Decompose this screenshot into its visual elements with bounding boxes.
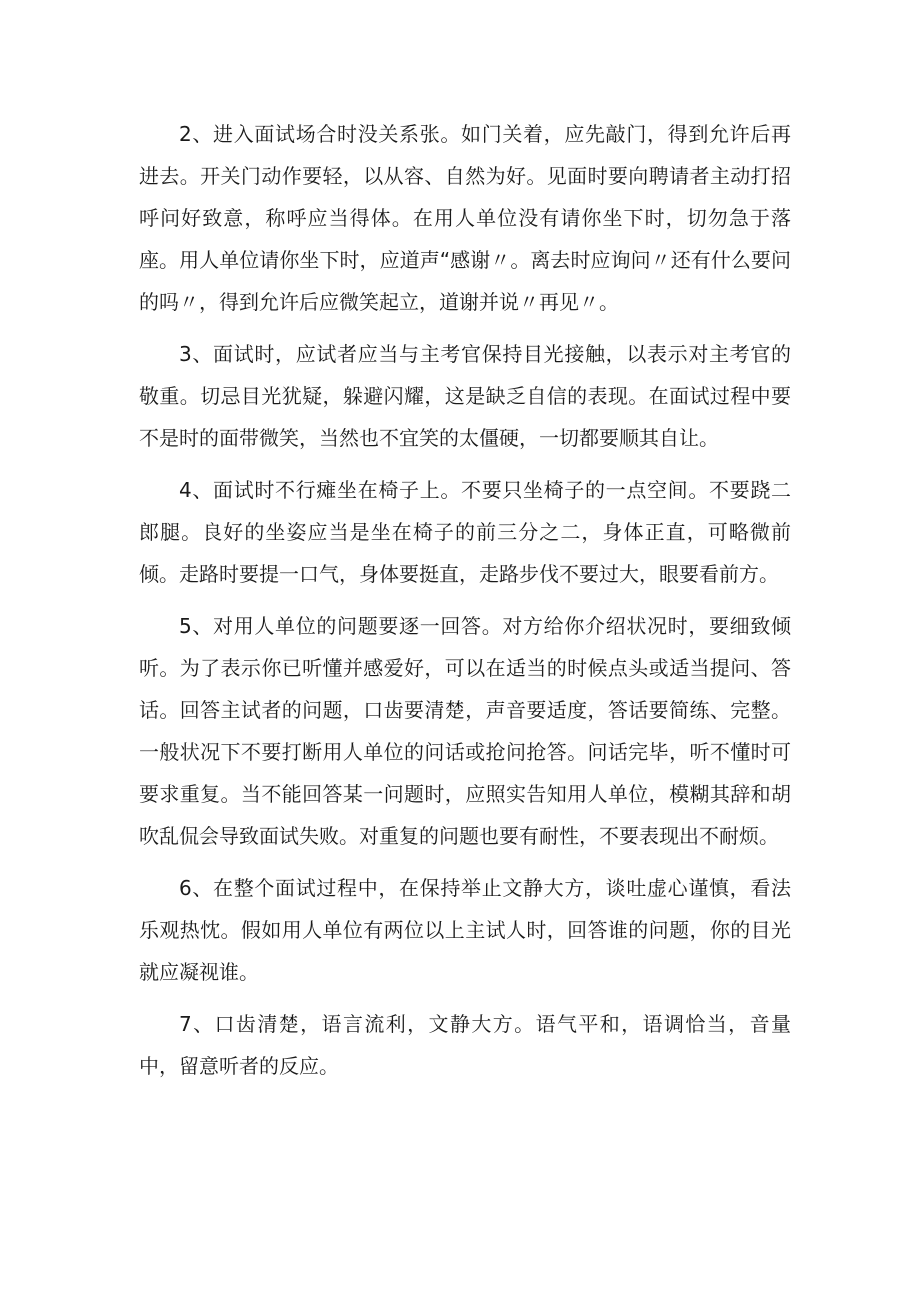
paragraph-item-7: 7、口齿清楚，语言流利，文静大方。语气平和，语调恰当，音量中，留意听者的反应。: [139, 1012, 791, 1078]
paragraph-item-2: 2、进入面试场合时没关系张。如门关着，应先敲门，得到允许后再进去。开关门动作要轻，以从容、自然为好。见面时要向聘请者主动打招呼问好致意，称呼应当得体。在用人单位没有请你坐下时，切勿急于落座。用人单位请你坐下时，应道声“感谢〃。离去时应询问〃还有什么要问的吗〃，得到允许后应微笑起立，道谢并说〃再见〃。: [139, 122, 791, 314]
document-body: [139, 113, 791, 1097]
paragraph-item-6: 6、在整个面试过程中，在保持举止文静大方，谈吐虚心谨慎，看法乐观热忱。假如用人单位有两位以上主试人时，回答谁的问题，你的目光就应凝视谁。: [139, 876, 791, 984]
paragraph-item-3: 3、面试时，应试者应当与主考官保持目光接触，以表示对主考官的敬重。切忌目光犹疑，躲避闪耀，这是缺乏自信的表现。在面试过程中要不是时的面带微笑，当然也不宜笑的太僵硬，一切都要顺其自让。: [139, 342, 791, 450]
paragraph-item-5: 5、对用人单位的问题要逐一回答。对方给你介绍状况时，要细致倾听。为了表示你已听懂并感爱好，可以在适当的时候点头或适当提问、答话。回答主试者的问题，口齿要清楚，声音要适度，答话要简练、完整。一般状况下不要打断用人单位的问话或抢问抢答。问话完毕，听不懂时可要求重复。当不能回答某一问题时，应照实告知用人单位，模糊其辞和胡吹乱侃会导致面试失败。对重复的问题也要有耐性，不要表现出不耐烦。: [139, 614, 791, 848]
paragraph-item-4: 4、面试时不行瘫坐在椅子上。不要只坐椅子的一点空间。不要跷二郎腿。良好的坐姿应当是坐在椅子的前三分之二，身体正直，可略微前倾。走路时要提一口气，身体要挺直，走路步伐不要过大，眼要看前方。: [139, 478, 791, 586]
